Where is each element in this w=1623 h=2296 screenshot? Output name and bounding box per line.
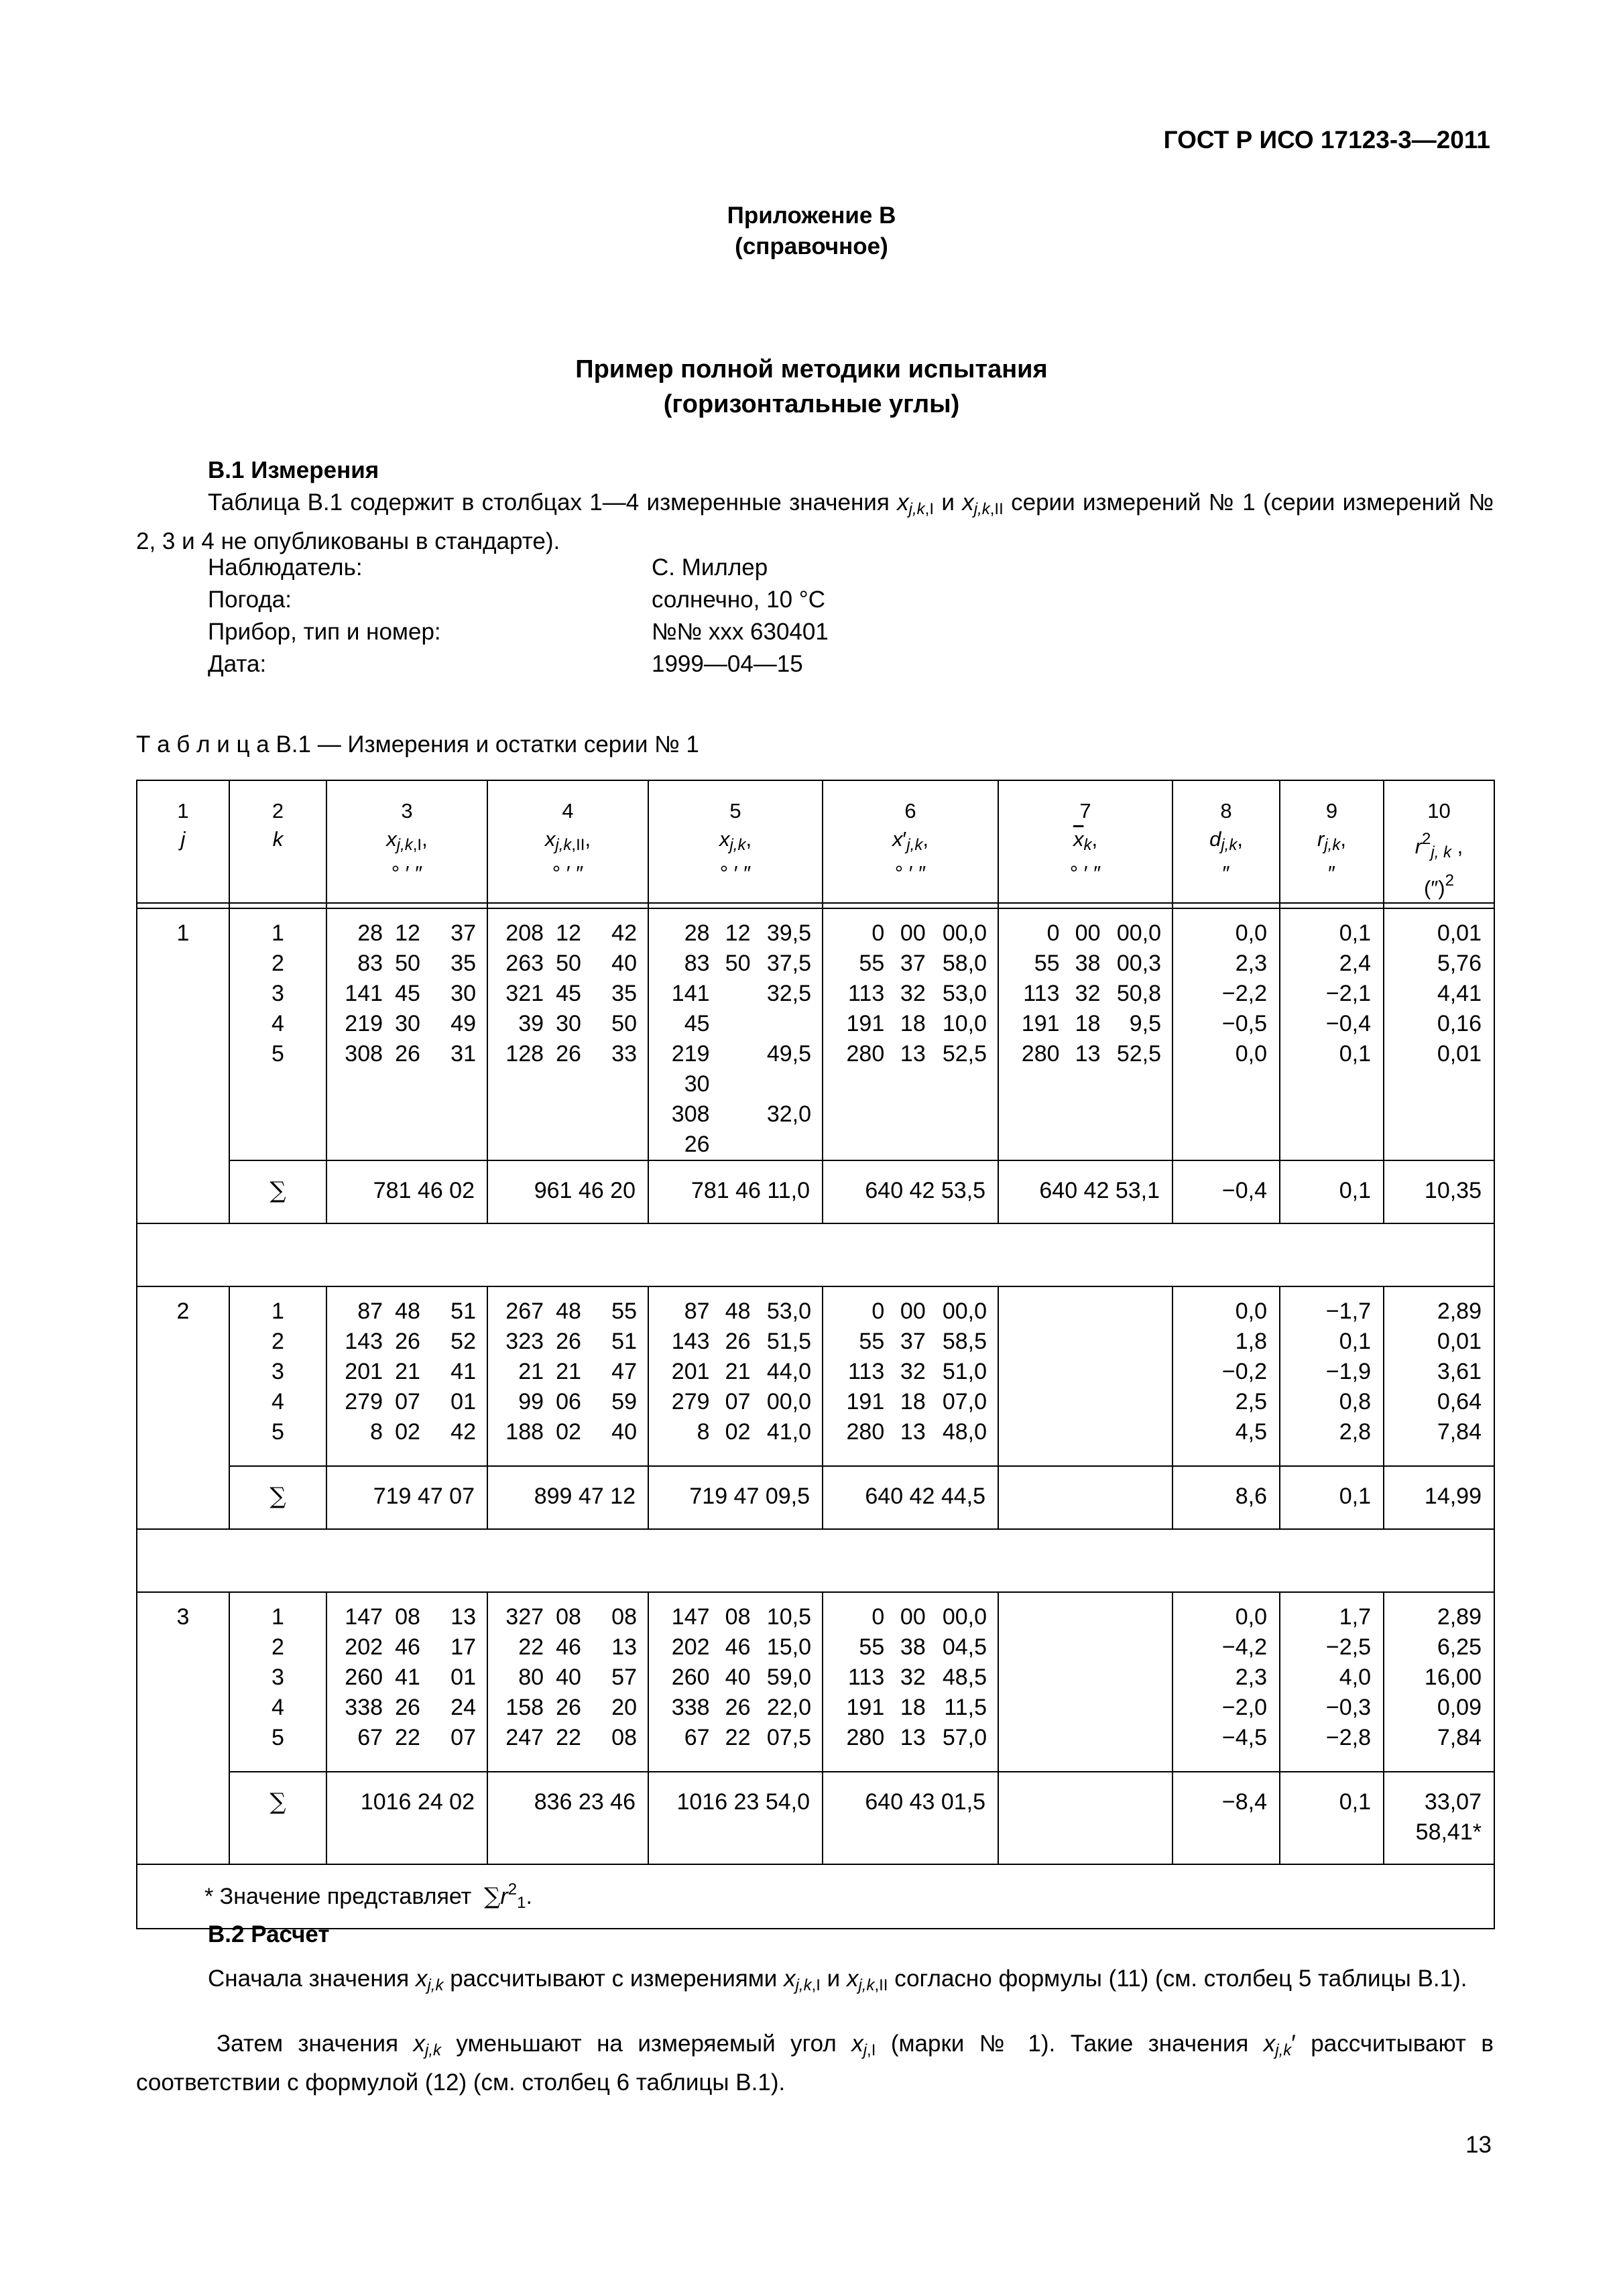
header-col-8: 8 $d_{j,k}$, ″ [1173,780,1280,903]
angle-value: 0 00 00,0 [871,1604,987,1630]
angle-value: 87 48 53,0 [684,1298,811,1324]
angle-value: 188 02 40 [505,1419,637,1445]
meta-weather-label: Погода: [208,587,292,613]
k-cell: 1 2 3 4 5 [229,1286,326,1466]
header-col-7: 7 $\overline{x}_k$, ° ′ ″ [998,780,1173,903]
angle-value: 147 08 10,5 [671,1604,811,1630]
col7-cell [998,1592,1173,1772]
angle-units: ° ′ ″ [1069,861,1101,885]
angle-units: ° ′ ″ [391,861,423,885]
standard-designation: ГОСТ Р ИСО 17123-3—2011 [1163,126,1490,154]
col-number: 7 [1079,799,1091,823]
sum-col7 [998,1772,1173,1864]
col10-cell: 2,89 0,01 3,61 0,64 7,84 [1384,1286,1494,1466]
group-1-data-row [137,908,1494,1160]
col9-cell: 1,7 −2,5 4,0 −0,3 −2,8 [1280,1592,1384,1772]
col-number: 3 [401,799,413,823]
p1-text-c: согласно формулы (11) (см. столбец 5 таблицы В.1). [894,1966,1467,1992]
sum-col6: 640 43 01,5 [823,1772,998,1864]
meta-observer-label: Наблюдатель: [208,554,363,581]
group-gap [137,1529,1494,1592]
col10-cell: 2,89 6,25 16,00 0,09 7,84 [1384,1592,1494,1772]
angle-value: 39 30 50 [518,1011,637,1036]
col7-cell [998,908,1173,1160]
angle-value: 338 26 24 [345,1695,476,1720]
angle-value: 202 46 17 [345,1634,476,1660]
sum-col3: 781 46 02 [326,1160,487,1223]
angle-value: 247 22 08 [505,1725,637,1750]
header-col-10: 10 $r^2_{j, k}$ , (″)$^2$ [1384,780,1494,903]
p1-text-b: рассчитывают с измерениями [450,1966,778,1992]
para-text-a: Таблица В.1 содержит в столбцах 1—4 измеренные значения [208,489,890,516]
angle-value: 147 08 13 [345,1604,476,1630]
angle-value: 191 18 10,0 [846,1011,987,1036]
p2-text-a: Затем значения [217,2031,399,2057]
col3-cell [326,1286,487,1466]
sum-col4: 899 47 12 [487,1466,648,1529]
col8-cell: 0,0 2,3 −2,2 −0,5 0,0 [1173,908,1280,1160]
angle-units: ° ′ ″ [719,861,752,885]
col-number: 9 [1325,799,1338,823]
angle-value: 87 48 51 [357,1298,476,1324]
col4-cell [487,1592,648,1772]
angle-value: 263 50 40 [505,951,637,976]
sum-col10: 10,35 [1384,1160,1494,1223]
col5-cell [648,1592,823,1772]
angle-value: 67 22 07,5 [684,1725,811,1750]
angle-value: 28 12 39,5 [684,920,811,946]
angle-value: 8 02 42 [370,1419,476,1445]
page-number: 13 [1465,2132,1492,2158]
col6-cell [823,1286,998,1466]
col3-cell [326,908,487,1160]
table-caption: Т а б л и ц а В.1 — Измерения и остатки серии № 1 [136,731,699,758]
angle-value: 279 07 00,0 [671,1389,811,1414]
heading-line1: Пример полной методики испытания [575,355,1048,383]
footnote-sum-symbol: ∑ [484,1883,501,1910]
angle-value: 208 12 42 [505,920,637,946]
appendix-title: Приложение В [727,202,896,229]
sq-unit: (″) [1424,876,1445,900]
group-2-data-row [137,1286,1494,1466]
angle-value: 55 38 00,3 [1034,951,1161,976]
angle-value: 280 13 57,0 [846,1725,987,1750]
sum-symbol: ∑ [229,1160,326,1223]
col-number: 6 [904,799,916,823]
p1-and: и [827,1966,841,1992]
angle-value: 191 18 07,0 [846,1389,987,1414]
group-3-sum-row [137,1772,1494,1864]
sec-unit: ″ [1222,861,1230,885]
col7-cell [998,1286,1173,1466]
angle-value: 141 45 32,5 [671,981,811,1036]
col10-cell: 0,01 5,76 4,41 0,16 0,01 [1384,908,1494,1160]
angle-value: 321 45 35 [505,981,637,1006]
para-text-b: серии измерений № 1 (серии измерений № 2, 3 и 4 не опубликованы в стандарте). [136,489,1494,554]
sum-col8: −8,4 [1173,1772,1280,1864]
sum-col9: 0,1 [1280,1160,1384,1223]
angle-value: 22 46 13 [518,1634,637,1660]
group-2-sum-row [137,1466,1494,1529]
table-footnote: * Значение представляет $\sum r^2_1$. [137,1864,1494,1929]
sum-col8: 8,6 [1173,1466,1280,1529]
angle-value: 267 48 55 [505,1298,637,1324]
angle-value: 201 21 41 [345,1359,476,1384]
sum-col10: 14,99 [1384,1466,1494,1529]
angle-value: 21 21 47 [518,1359,637,1384]
angle-value: 280 13 48,0 [846,1419,987,1445]
col8-cell: 0,0 −4,2 2,3 −2,0 −4,5 [1173,1592,1280,1772]
sum-col6: 640 42 44,5 [823,1466,998,1529]
angle-value: 158 26 20 [505,1695,637,1720]
sum-col7: 640 42 53,1 [998,1160,1173,1223]
sum-col5: 719 47 09,5 [648,1466,823,1529]
angle-value: 28 12 37 [357,920,476,946]
sum-col4: 961 46 20 [487,1160,648,1223]
col3-cell [326,1592,487,1772]
meta-instrument-label: Прибор, тип и номер: [208,619,441,645]
p2-text-d: рассчитывают в соответствии с формулой (12) (см. столбец 6 таблицы В.1). [136,2031,1494,2096]
angle-value: 99 06 59 [518,1389,637,1414]
header-col-4: 4 $x_{j,k,II}$, ° ′ ″ [487,780,648,903]
angle-value: 308 26 31 [345,1041,476,1067]
angle-value: 55 38 04,5 [859,1634,987,1660]
angle-value: 201 21 44,0 [671,1359,811,1384]
angle-value: 143 26 52 [345,1329,476,1354]
angle-value: 143 26 51,5 [671,1329,811,1354]
section2-paragraph-1: Сначала значения $x_{j,k}$ рассчитывают с измерениями $x_{j,k,I}$ и $x_{j,k,II}$ согласно формулы (11) (см. столбец 5 таблицы В.1). [208,1966,1467,1994]
k-cell: 1 2 3 4 5 [229,908,326,1160]
angle-value: 83 50 37,5 [684,951,811,976]
angle-value: 0 00 00,0 [1046,920,1161,946]
header-col-6: 6 $x'_{j,k}$, ° ′ ″ [823,780,998,903]
j-cell: 3 [137,1592,229,1864]
angle-value: 0 00 00,0 [871,1298,987,1324]
angle-value: 202 46 15,0 [671,1634,811,1660]
angle-units: ° ′ ″ [894,861,926,885]
col-number: 4 [562,799,574,823]
sum-col10: 33,07 58,41* [1384,1772,1494,1864]
table-footnote-row [137,1864,1494,1929]
header-separator [137,903,1494,908]
section2-paragraph-2: Затем значения $x_{j,k}$ уменьшают на измеряемый угол $x_{j,I}$ (марки № 1). Такие значения $x_{j,k}'$ рассчитывают в соответствии с формулой (12) (см. столбец 6 таблицы В.1). [136,2031,1494,2096]
angle-value: 260 41 01 [345,1665,476,1690]
angle-value: 8 02 41,0 [697,1419,811,1445]
p1-text-a: Сначала значения [208,1966,410,1992]
angle-value: 280 13 52,5 [1021,1041,1161,1067]
heading-line2: (горизонтальные углы) [663,390,960,418]
angle-value: 55 37 58,5 [859,1329,987,1354]
sum-col3: 719 47 07 [326,1466,487,1529]
measurements-table [136,780,1495,1929]
angle-value: 280 13 52,5 [846,1041,987,1067]
j-cell: 2 [137,1286,229,1529]
angle-value: 128 26 33 [505,1041,637,1067]
angle-value: 327 08 08 [505,1604,637,1630]
col8-cell: 0,0 1,8 −0,2 2,5 4,5 [1173,1286,1280,1466]
section1-paragraph: Таблица В.1 содержит в столбцах 1—4 измеренные значения $x_{j,k,I}$ и $x_{j,k,II}$ серии измерений № 1 (серии измерений № 2, 3 и 4 не опубликованы в стандарте). [136,489,1494,554]
col-number: 5 [729,799,741,823]
angle-value: 219 30 49 [345,1011,476,1036]
col5-cell [648,1286,823,1466]
p2-text-b: уменьшают на измеряемый угол [456,2031,837,2057]
meta-date-label: Дата: [208,651,267,677]
angle-value: 260 40 59,0 [671,1665,811,1690]
angle-value: 191 18 11,5 [846,1695,987,1720]
group-3-data-row [137,1592,1494,1772]
angle-value: 141 45 30 [345,981,476,1006]
header-col-9: 9 $r_{j,k}$, ″ [1280,780,1384,903]
col6-cell [823,1592,998,1772]
col6-cell [823,908,998,1160]
col-number: 2 [272,799,284,823]
meta-date-value: 1999—04—15 [652,651,803,677]
sum-col5: 781 46 11,0 [648,1160,823,1223]
angle-value: 0 00 00,0 [871,920,987,946]
col-number: 8 [1220,799,1232,823]
sum-col3: 1016 24 02 [326,1772,487,1864]
angle-value: 279 07 01 [345,1389,476,1414]
col-number: 10 [1427,799,1451,823]
para-and: и [941,489,955,516]
header-col-5: 5 $x_{j,k}$, ° ′ ″ [648,780,823,903]
angle-value: 113 32 50,8 [1023,981,1161,1006]
header-col-2: 2 k [229,780,326,903]
sum-col7 [998,1466,1173,1529]
appendix-subtitle: (справочное) [735,233,888,259]
sum-symbol: ∑ [229,1772,326,1864]
j-cell: 1 [137,908,229,1223]
angle-value: 323 26 51 [505,1329,637,1354]
angle-value: 338 26 22,0 [671,1695,811,1720]
meta-instrument-value: №№ ххх 630401 [652,619,829,645]
sum-col4: 836 23 46 [487,1772,648,1864]
sum-col9: 0,1 [1280,1772,1384,1864]
sum-col9: 0,1 [1280,1466,1384,1529]
col4-cell [487,908,648,1160]
sec-unit: ″ [1328,861,1335,885]
angle-value: 80 40 57 [518,1665,637,1690]
angle-value: 113 32 48,5 [848,1665,987,1690]
k-cell: 1 2 3 4 5 [229,1592,326,1772]
angle-value: 113 32 51,0 [848,1359,987,1384]
col9-cell: 0,1 2,4 −2,1 −0,4 0,1 [1280,908,1384,1160]
col5-cell [648,908,823,1160]
group-1-sum-row [137,1160,1494,1223]
header-col-1: 1 j [137,780,229,903]
meta-observer-value: С. Миллер [652,554,768,581]
section2-title: В.2 Расчет [208,1921,330,1947]
footnote-text: * Значение представляет [204,1884,472,1909]
meta-weather-value: солнечно, 10 °С [652,587,826,613]
angle-value: 67 22 07 [357,1725,476,1750]
col4-cell [487,1286,648,1466]
sum-col8: −0,4 [1173,1160,1280,1223]
sum-symbol: ∑ [229,1466,326,1529]
table-header-row [137,780,1494,903]
angle-value: 219 30 49,5 [671,1041,811,1097]
angle-units: ° ′ ″ [552,861,584,885]
sum-col6: 640 42 53,5 [823,1160,998,1223]
angle-value: 308 26 32,0 [671,1101,811,1157]
angle-value: 83 50 35 [357,951,476,976]
angle-value: 191 18 9,5 [1021,1011,1161,1036]
col9-cell: −1,7 0,1 −1,9 0,8 2,8 [1280,1286,1384,1466]
angle-value: 55 37 58,0 [859,951,987,976]
p2-text-c: (марки № 1). Такие значения [890,2031,1249,2057]
col-number: 1 [177,799,189,823]
sum-col5: 1016 23 54,0 [648,1772,823,1864]
group-gap [137,1223,1494,1286]
section1-title: В.1 Измерения [208,457,379,483]
header-col-3: 3 $x_{j,k,I}$, ° ′ ″ [326,780,487,903]
angle-value: 113 32 53,0 [848,981,987,1006]
